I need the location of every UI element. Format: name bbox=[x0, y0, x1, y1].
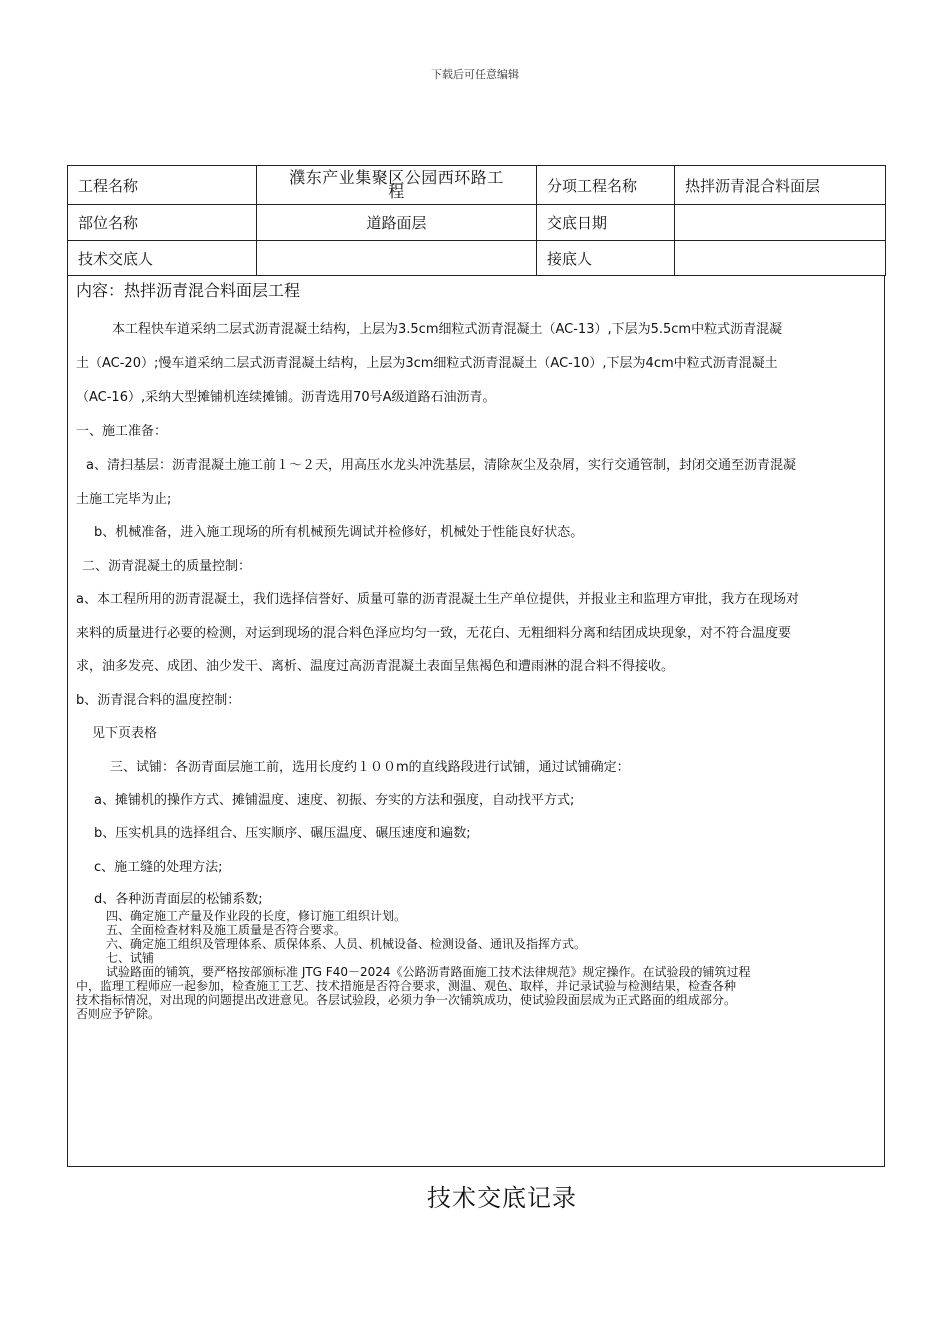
content-box bbox=[67, 276, 885, 1167]
receiver-value[interactable] bbox=[675, 241, 886, 276]
paragraph-line: 四、确定施工产量及作业段的长度，修订施工组织计划。 bbox=[106, 909, 407, 923]
paragraph-line: 否则应予铲除。 bbox=[76, 1007, 161, 1021]
paragraph-line: 土施工完毕为止; bbox=[76, 492, 172, 507]
paragraph-line: 六、确定施工组织及管理体系、质保体系、人员、机械设备、检测设备、通讯及指挥方式。 bbox=[106, 937, 587, 951]
paragraph-line: 五、全面检查材料及施工质量是否符合要求。 bbox=[106, 923, 347, 937]
paragraph-line: b、压实机具的选择组合、压实顺序、碾压温度、碾压速度和遍数; bbox=[94, 826, 471, 841]
paragraph-line: b、机械准备，进入施工现场的所有机械预先调试并检修好，机械处于性能良好状态。 bbox=[94, 525, 584, 540]
project-name-line1: 濮东产业集聚区公园西环路工 bbox=[289, 168, 504, 187]
section-title: 七、试铺 bbox=[106, 951, 155, 965]
receiver-label: 接底人 bbox=[537, 241, 675, 276]
discloser-value[interactable] bbox=[257, 241, 537, 276]
date-label: 交底日期 bbox=[537, 205, 675, 241]
table-row bbox=[68, 205, 886, 241]
sub-project-value: 热拌沥青混合料面层 bbox=[675, 166, 886, 205]
project-name-line2: 程 bbox=[388, 182, 405, 201]
content-title: 内容：热拌沥青混合料面层工程 bbox=[76, 281, 301, 300]
paragraph-line: 技术指标情况，对出现的问题提出改进意见。各层试验段，必须力争一次铺筑成功，使试验段面层成为正式路面的组成部分。 bbox=[76, 993, 737, 1007]
paragraph-line: 来料的质量进行必要的检测，对运到现场的混合料色泽应均匀一致，无花白、无粗细料分离和结团成块现象，对不符合温度要 bbox=[76, 626, 792, 641]
paragraph-line: d、各种沥青面层的松铺系数; bbox=[94, 892, 263, 907]
paragraph-line: 见下页表格 bbox=[92, 726, 158, 741]
sub-project-label: 分项工程名称 bbox=[537, 166, 675, 205]
project-name-value bbox=[257, 166, 537, 205]
table-row bbox=[68, 166, 886, 205]
paragraph-line: 试验路面的铺筑，要严格按部颁标准 JTG F40－2024《公路沥青路面施工技术法律规范》规定操作。在试验段的铺筑过程 bbox=[106, 965, 751, 979]
paragraph-line: 求，油多发亮、成团、油少发干、离析、温度过高沥青混凝土表面呈焦褐色和遭雨淋的混合料不得接收。 bbox=[76, 659, 675, 674]
intro-line: （AC-16）,采纳大型摊铺机连续摊铺。沥青选用70号A级道路石油沥青。 bbox=[76, 390, 496, 405]
intro-line: 土（AC-20）;慢车道采纳二层式沥青混凝土结构，上层为3cm细粒式沥青混凝土（AC-10）,下层为4cm中粒式沥青混凝土 bbox=[76, 356, 778, 371]
page-title: 技术交底记录 bbox=[427, 1184, 577, 1212]
date-value[interactable] bbox=[675, 205, 886, 241]
paragraph-line: 中，监理工程师应一起参加，检查施工工艺、技术措施是否符合要求，测温、观色、取样，并记录试验与检测结果，检查各种 bbox=[76, 979, 737, 993]
section-title: 一、施工准备： bbox=[76, 424, 168, 439]
location-value: 道路面层 bbox=[257, 205, 537, 241]
paragraph-line: a、本工程所用的沥青混凝土，我们选择信誉好、质量可靠的沥青混凝土生产单位提供，并报业主和监理方审批，我方在现场对 bbox=[76, 592, 799, 607]
paragraph-line: c、施工缝的处理方法; bbox=[94, 860, 223, 875]
paragraph-line: a、清扫基层：沥青混凝土施工前１～２天，用高压水龙头冲洗基层，清除灰尘及杂屑，实行交通管制，封闭交通至沥青混凝 bbox=[86, 458, 796, 473]
section-title: 三、试铺：各沥青面层施工前，选用长度约１００m的直线路段进行试铺，通过试铺确定： bbox=[110, 760, 630, 775]
project-name-label: 工程名称 bbox=[68, 166, 257, 205]
intro-line: 本工程快车道采纳二层式沥青混凝土结构，上层为3.5cm细粒式沥青混凝土（AC-13）,下层为5.5cm中粒式沥青混凝 bbox=[112, 322, 783, 337]
header-note: 下载后可任意编辑 bbox=[431, 68, 519, 81]
location-label: 部位名称 bbox=[68, 205, 257, 241]
paragraph-line: b、沥青混合料的温度控制： bbox=[76, 693, 241, 708]
section-title: 二、沥青混凝土的质量控制： bbox=[82, 559, 252, 574]
table-row bbox=[68, 241, 886, 276]
paragraph-line: a、摊铺机的操作方式、摊铺温度、速度、初振、夯实的方法和强度，自动找平方式; bbox=[94, 793, 575, 808]
discloser-label: 技术交底人 bbox=[68, 241, 257, 276]
project-info-table bbox=[67, 165, 886, 276]
